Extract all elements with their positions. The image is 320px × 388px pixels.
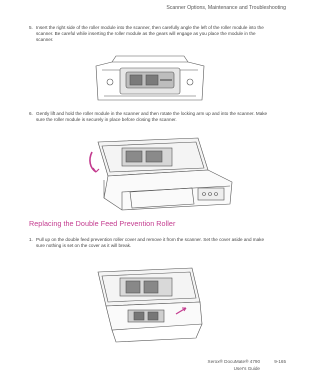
- step-1: [29, 237, 272, 249]
- footer-guide: User's Guide: [233, 366, 260, 371]
- page-number: 9-165: [274, 359, 286, 364]
- step-text: Insert the right side of the roller module into the scanner, then carefully angle the left of the roller module into the scanner. Be careful while inserting the roller module as the gears will engage as you place the module in the scanner.: [36, 25, 264, 43]
- roller-cover-removal-illustration: [92, 262, 204, 346]
- step-number: 6.: [29, 111, 33, 116]
- step-text: Pull up on the double feed prevention roller cover and remove it from the scanner. Set the cover aside and make sure nothing is set on the cover as it will break.: [36, 237, 265, 249]
- section-heading: Replacing the Double Feed Prevention Roller: [29, 219, 176, 228]
- step-text: Gently lift and hold the roller module in the scanner and then rotate the locking arm up and into the scanner. Make sure the roller module is securely in place before closing the scanner.: [36, 111, 268, 123]
- step-5: [29, 25, 272, 44]
- running-header: Scanner Options, Maintenance and Troubleshooting: [166, 5, 286, 11]
- step-number: 5.: [29, 25, 33, 30]
- step-number: 1.: [29, 237, 33, 242]
- scanner-open-illustration: [82, 134, 236, 212]
- step-6: [29, 111, 272, 123]
- roller-module-insert-illustration: [92, 52, 208, 106]
- footer-product: Xerox® DocuMate® 4790: [207, 359, 260, 364]
